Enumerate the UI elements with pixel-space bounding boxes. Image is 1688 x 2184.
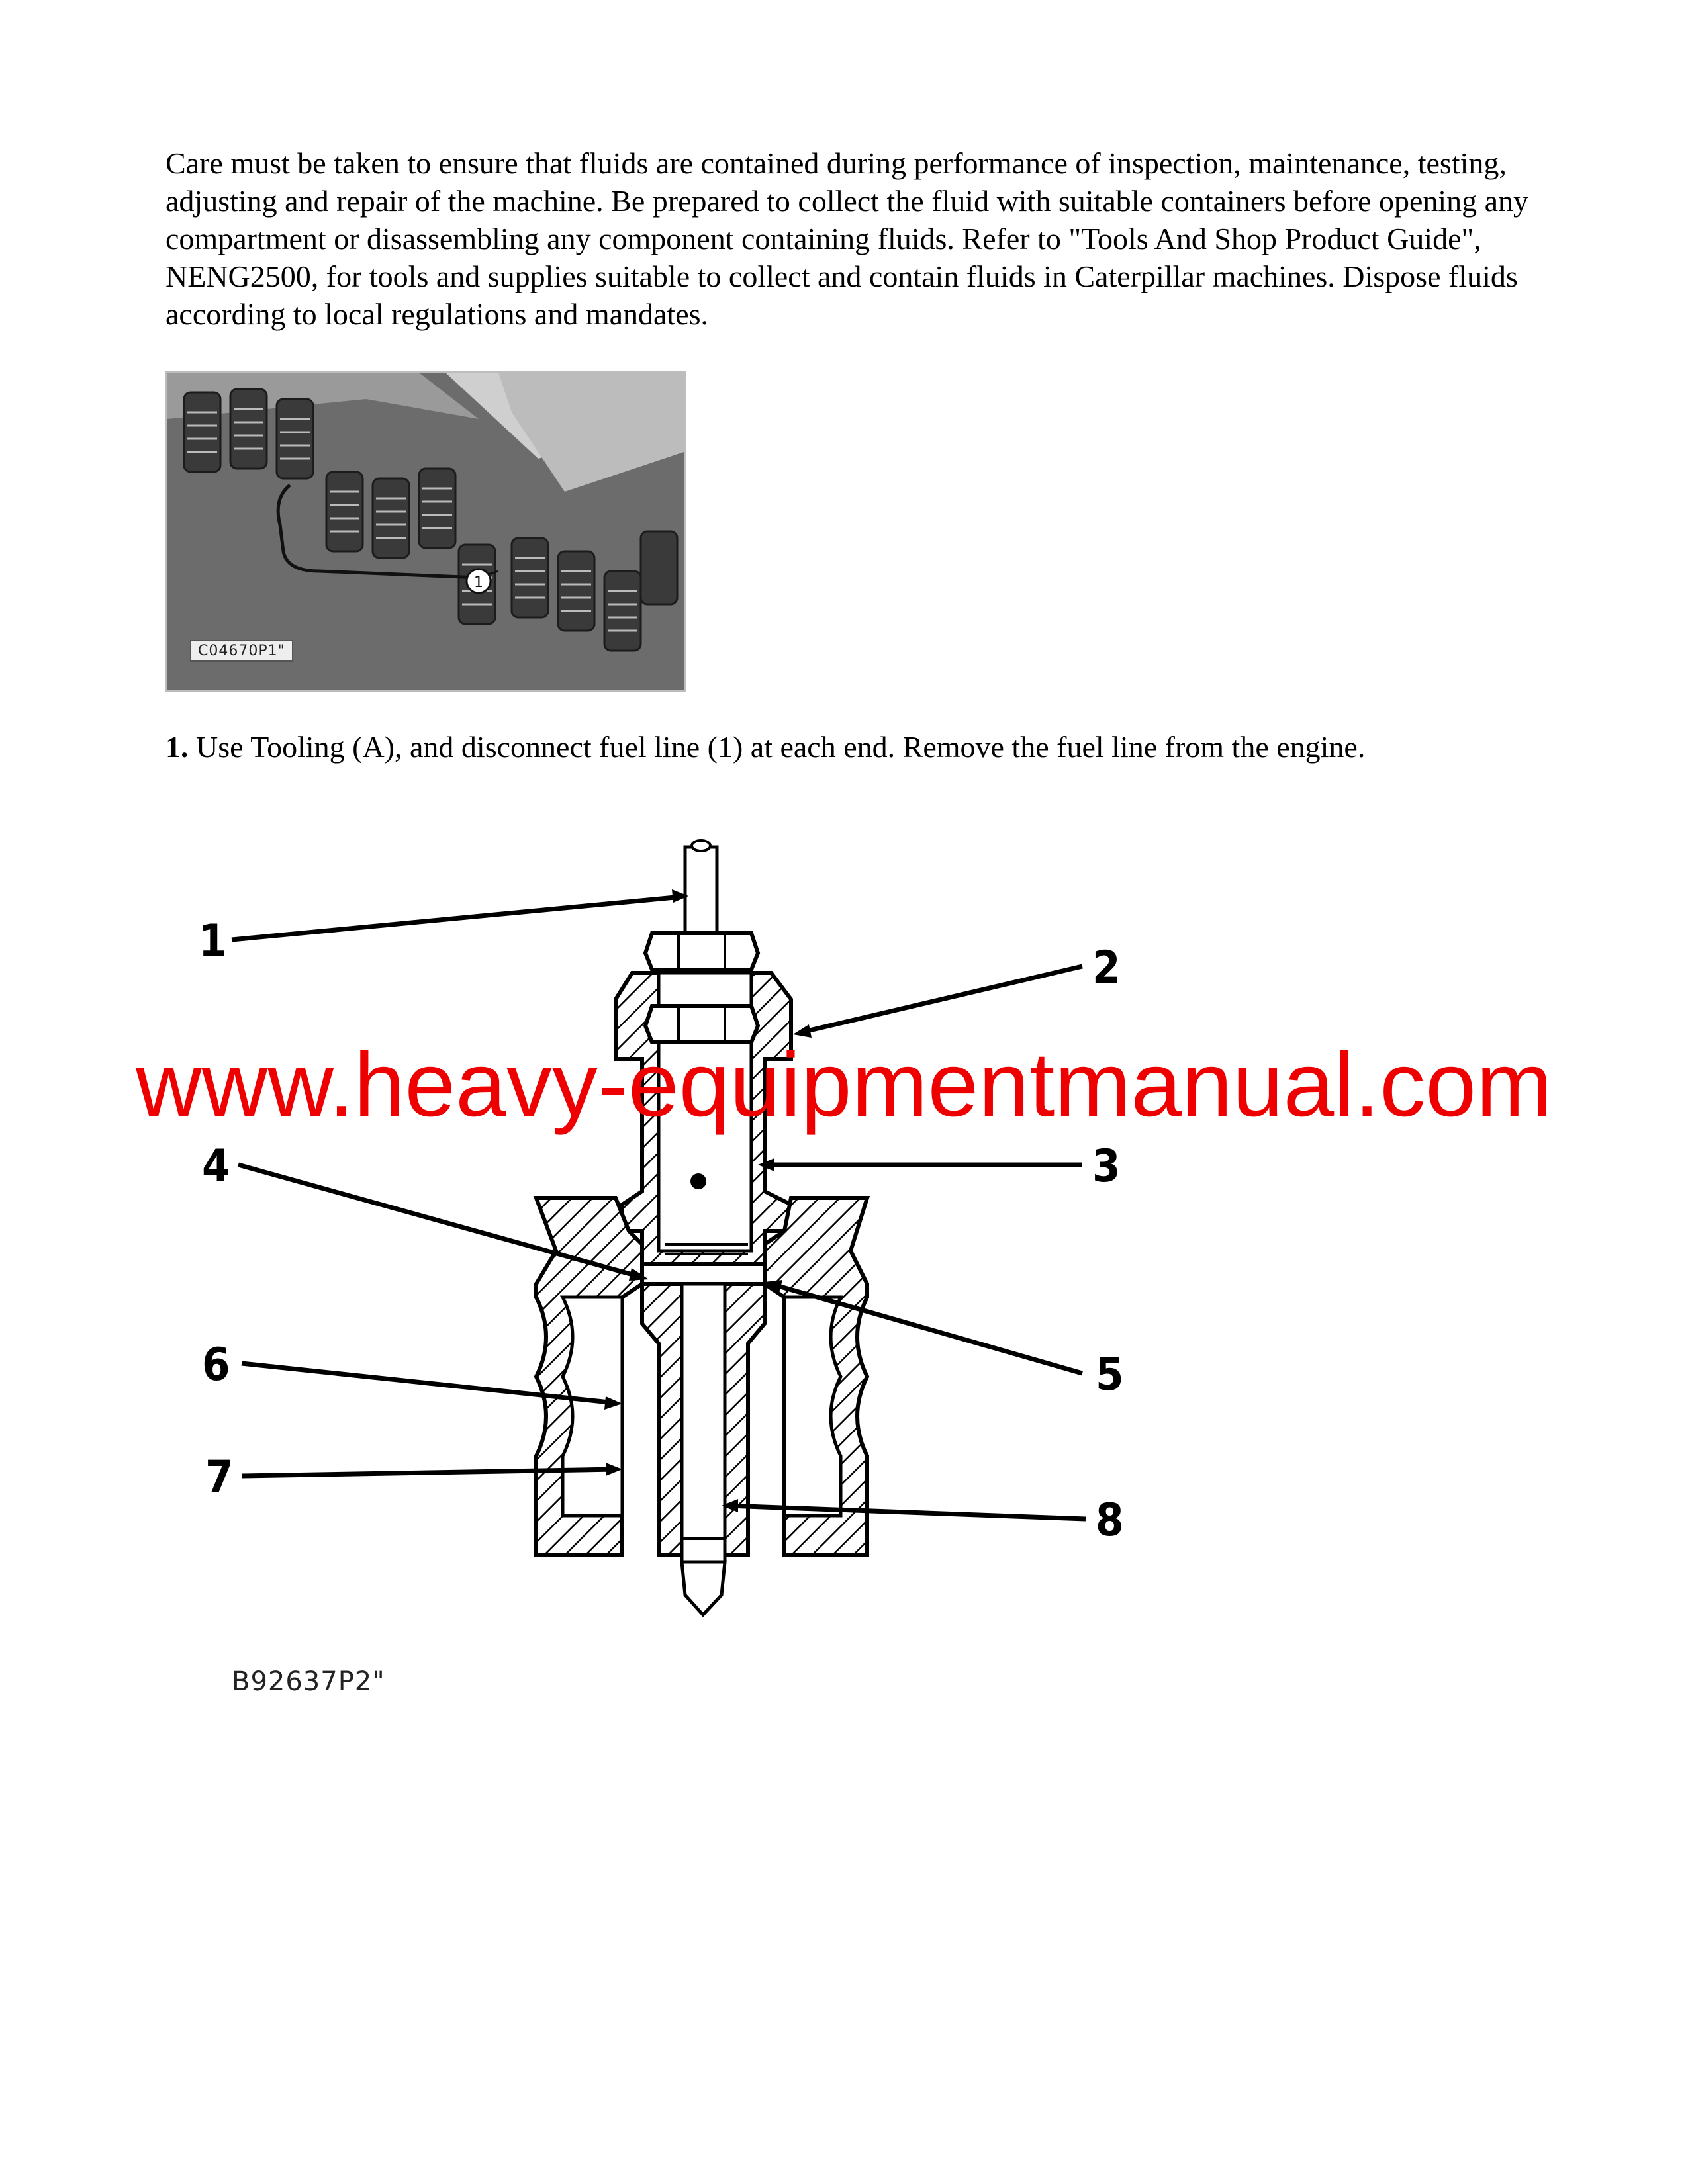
callout-7: 7 (205, 1451, 234, 1504)
watermark: www.heavy-equipmentmanual.com (136, 1034, 1553, 1136)
step-number: 1. (165, 730, 189, 764)
fuel-line-cross-section (165, 821, 1225, 1747)
photo-code: C04670P1" (190, 640, 293, 662)
engine-photo (165, 371, 686, 692)
callout-2: 2 (1092, 942, 1121, 994)
intro-paragraph (165, 144, 1556, 333)
diagram-code: B92637P2" (232, 1666, 385, 1697)
callout-3: 3 (1092, 1140, 1121, 1193)
callout-4: 4 (202, 1140, 230, 1193)
callout-8: 8 (1096, 1494, 1124, 1547)
fuel-line-diagram (165, 821, 1225, 1747)
step-1 (165, 728, 1556, 766)
callout-6: 6 (202, 1339, 230, 1391)
intro-text: Care must be taken to ensure that fluids are contained during performance of inspection, maintenance, testing, adjusting and repair of the machine. Be prepared to collect the fluid with suitable containers before opening any compartment or disassembling any component containing fluids. Refer to "Tools And Shop Product Guide", NENG2500, for tools and supplies suitable to collect and contain fluids in Caterpillar machines. Dispose fluids according to local regulations and mandates. (165, 146, 1529, 331)
callout-1: 1 (199, 915, 227, 968)
photo-callout-1: 1 (474, 574, 483, 591)
step-text: Use Tooling (A), and disconnect fuel line (1) at each end. Remove the fuel line from the engine. (188, 730, 1366, 764)
callout-5: 5 (1096, 1349, 1124, 1401)
